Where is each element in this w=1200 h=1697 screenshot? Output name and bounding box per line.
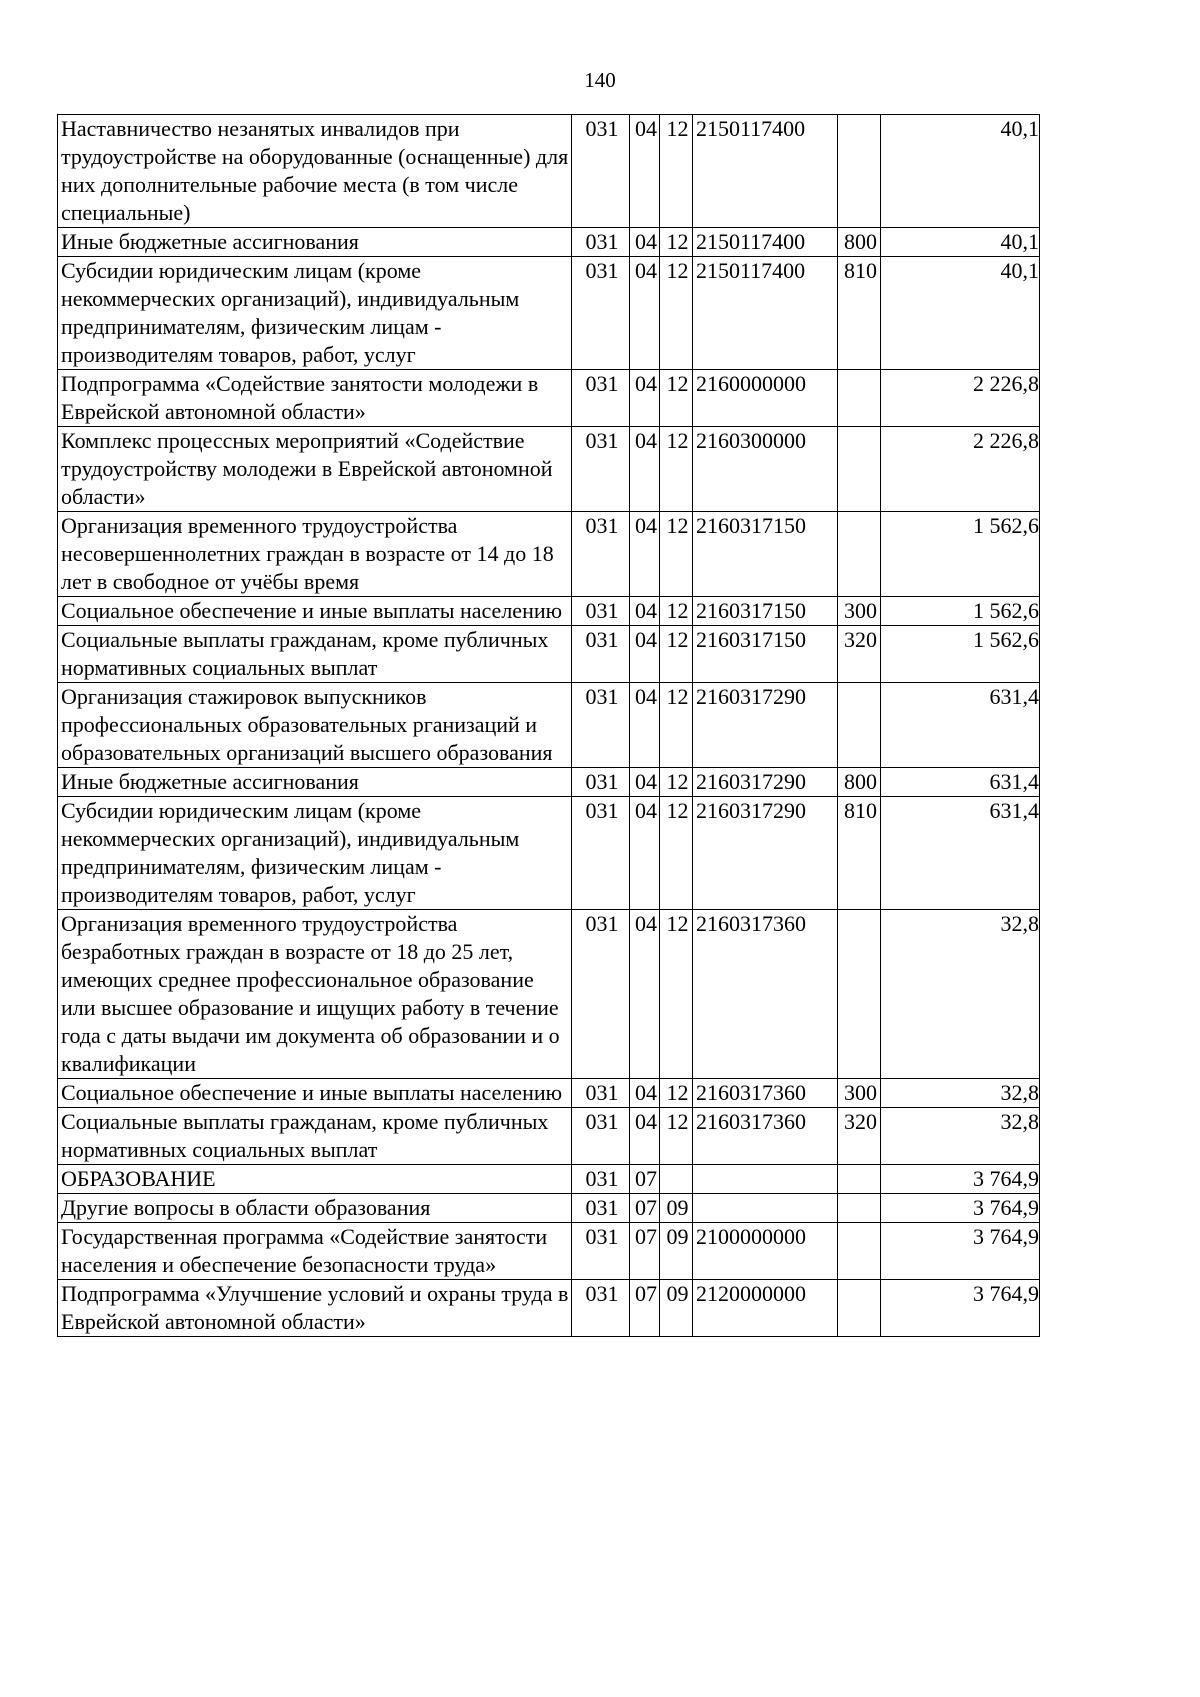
- row-name: Организация временного трудоустройства несовершеннолетних граждан в возрасте от 14 до 18 лет в свободное от учёбы время: [58, 512, 572, 597]
- row-grbs-code: 031: [572, 1223, 630, 1280]
- row-expense-type: 320: [838, 626, 881, 683]
- row-section-code: 04: [630, 910, 660, 1079]
- row-expense-type: [838, 1280, 881, 1337]
- table-row: [58, 1165, 1040, 1194]
- row-amount: 1 562,6: [881, 597, 1040, 626]
- row-subsection-code: 12: [660, 683, 693, 768]
- row-name: Подпрограмма «Содействие занятости молодежи в Еврейской автономной области»: [58, 370, 572, 427]
- row-subsection-code: 12: [660, 626, 693, 683]
- row-amount: 40,1: [881, 228, 1040, 257]
- row-target-article: 2160317150: [693, 626, 838, 683]
- row-target-article: 2160000000: [693, 370, 838, 427]
- row-expense-type: [838, 512, 881, 597]
- row-name: Другие вопросы в области образования: [58, 1194, 572, 1223]
- row-section-code: 04: [630, 626, 660, 683]
- table-row: [58, 797, 1040, 910]
- row-section-code: 04: [630, 115, 660, 228]
- row-section-code: 04: [630, 228, 660, 257]
- row-amount: 3 764,9: [881, 1223, 1040, 1280]
- row-subsection-code: 12: [660, 910, 693, 1079]
- row-target-article: 2160317290: [693, 797, 838, 910]
- row-amount: 631,4: [881, 683, 1040, 768]
- row-amount: 1 562,6: [881, 512, 1040, 597]
- row-grbs-code: 031: [572, 370, 630, 427]
- row-name: Организация стажировок выпускников профессиональных образовательных рганизаций и образовательных организаций высшего образования: [58, 683, 572, 768]
- row-expense-type: [838, 910, 881, 1079]
- row-expense-type: [838, 1194, 881, 1223]
- table-row: [58, 257, 1040, 370]
- row-grbs-code: 031: [572, 683, 630, 768]
- table-row: [58, 115, 1040, 228]
- row-target-article: 2100000000: [693, 1223, 838, 1280]
- row-target-article: 2150117400: [693, 228, 838, 257]
- row-target-article: 2160317150: [693, 597, 838, 626]
- row-expense-type: 800: [838, 228, 881, 257]
- row-amount: 40,1: [881, 115, 1040, 228]
- row-amount: 32,8: [881, 1108, 1040, 1165]
- row-grbs-code: 031: [572, 797, 630, 910]
- row-target-article: 2160317150: [693, 512, 838, 597]
- row-amount: 40,1: [881, 257, 1040, 370]
- row-target-article: 2150117400: [693, 115, 838, 228]
- row-name: Иные бюджетные ассигнования: [58, 768, 572, 797]
- row-section-code: 07: [630, 1280, 660, 1337]
- row-expense-type: [838, 427, 881, 512]
- row-name: Организация временного трудоустройства безработных граждан в возрасте от 18 до 25 лет, имеющих среднее профессиональное образование или высшее образование и ищущих работу в течение года с даты выдачи им документа об образовании и о квалификации: [58, 910, 572, 1079]
- row-grbs-code: 031: [572, 228, 630, 257]
- table-row: [58, 1194, 1040, 1223]
- table-row: [58, 228, 1040, 257]
- row-expense-type: [838, 1165, 881, 1194]
- table-row: [58, 626, 1040, 683]
- row-subsection-code: 12: [660, 797, 693, 910]
- row-name: Государственная программа «Содействие занятости населения и обеспечение безопасности труда»: [58, 1223, 572, 1280]
- budget-table-body: [58, 115, 1040, 1337]
- row-grbs-code: 031: [572, 626, 630, 683]
- row-section-code: 04: [630, 797, 660, 910]
- row-target-article: 2160317290: [693, 683, 838, 768]
- row-grbs-code: 031: [572, 1079, 630, 1108]
- row-section-code: 04: [630, 427, 660, 512]
- row-subsection-code: 12: [660, 115, 693, 228]
- row-name: Субсидии юридическим лицам (кроме некоммерческих организаций), индивидуальным предпринимателям, физическим лицам - производителям товаров, работ, услуг: [58, 797, 572, 910]
- table-row: [58, 1223, 1040, 1280]
- row-subsection-code: 12: [660, 370, 693, 427]
- row-amount: 3 764,9: [881, 1280, 1040, 1337]
- row-target-article: [693, 1165, 838, 1194]
- row-subsection-code: 12: [660, 257, 693, 370]
- row-grbs-code: 031: [572, 1194, 630, 1223]
- row-section-code: 07: [630, 1194, 660, 1223]
- row-target-article: 2160317360: [693, 1079, 838, 1108]
- row-amount: 2 226,8: [881, 427, 1040, 512]
- row-name: Наставничество незанятых инвалидов при трудоустройстве на оборудованные (оснащенные) для них дополнительные рабочие места (в том числе специальные): [58, 115, 572, 228]
- row-expense-type: [838, 115, 881, 228]
- row-name: Иные бюджетные ассигнования: [58, 228, 572, 257]
- row-section-code: 04: [630, 1108, 660, 1165]
- row-grbs-code: 031: [572, 1108, 630, 1165]
- row-grbs-code: 031: [572, 115, 630, 228]
- row-amount: 32,8: [881, 1079, 1040, 1108]
- row-section-code: 04: [630, 257, 660, 370]
- row-subsection-code: 12: [660, 597, 693, 626]
- row-section-code: 04: [630, 512, 660, 597]
- row-subsection-code: 12: [660, 512, 693, 597]
- row-section-code: 04: [630, 768, 660, 797]
- row-name: Субсидии юридическим лицам (кроме некоммерческих организаций), индивидуальным предпринимателям, физическим лицам - производителям товаров, работ, услуг: [58, 257, 572, 370]
- row-expense-type: 810: [838, 257, 881, 370]
- row-name: Подпрограмма «Улучшение условий и охраны труда в Еврейской автономной области»: [58, 1280, 572, 1337]
- row-target-article: 2160317360: [693, 1108, 838, 1165]
- table-row: [58, 427, 1040, 512]
- row-section-code: 07: [630, 1165, 660, 1194]
- row-name: Социальные выплаты гражданам, кроме публичных нормативных социальных выплат: [58, 1108, 572, 1165]
- table-row: [58, 1108, 1040, 1165]
- row-grbs-code: 031: [572, 257, 630, 370]
- table-row: [58, 512, 1040, 597]
- table-row: [58, 1079, 1040, 1108]
- row-grbs-code: 031: [572, 768, 630, 797]
- row-subsection-code: 12: [660, 768, 693, 797]
- row-target-article: 2150117400: [693, 257, 838, 370]
- row-section-code: 04: [630, 597, 660, 626]
- row-amount: 3 764,9: [881, 1165, 1040, 1194]
- row-amount: 631,4: [881, 797, 1040, 910]
- table-row: [58, 1280, 1040, 1337]
- row-name: Социальные выплаты гражданам, кроме публичных нормативных социальных выплат: [58, 626, 572, 683]
- row-subsection-code: 12: [660, 1108, 693, 1165]
- row-section-code: 04: [630, 370, 660, 427]
- row-target-article: 2120000000: [693, 1280, 838, 1337]
- row-grbs-code: 031: [572, 597, 630, 626]
- table-row: [58, 910, 1040, 1079]
- row-grbs-code: 031: [572, 910, 630, 1079]
- row-target-article: 2160317290: [693, 768, 838, 797]
- row-name: ОБРАЗОВАНИЕ: [58, 1165, 572, 1194]
- row-name: Социальное обеспечение и иные выплаты населению: [58, 1079, 572, 1108]
- page-number: 140: [584, 68, 616, 92]
- row-subsection-code: 12: [660, 1079, 693, 1108]
- row-amount: 631,4: [881, 768, 1040, 797]
- row-grbs-code: 031: [572, 427, 630, 512]
- table-row: [58, 597, 1040, 626]
- row-expense-type: 300: [838, 597, 881, 626]
- row-subsection-code: [660, 1165, 693, 1194]
- row-grbs-code: 031: [572, 1280, 630, 1337]
- row-name: Социальное обеспечение и иные выплаты населению: [58, 597, 572, 626]
- row-expense-type: 810: [838, 797, 881, 910]
- row-expense-type: 800: [838, 768, 881, 797]
- table-row: [58, 768, 1040, 797]
- row-target-article: [693, 1194, 838, 1223]
- table-row: [58, 370, 1040, 427]
- row-grbs-code: 031: [572, 512, 630, 597]
- row-target-article: 2160317360: [693, 910, 838, 1079]
- row-amount: 3 764,9: [881, 1194, 1040, 1223]
- table-row: [58, 683, 1040, 768]
- row-section-code: 04: [630, 1079, 660, 1108]
- row-section-code: 07: [630, 1223, 660, 1280]
- row-amount: 32,8: [881, 910, 1040, 1079]
- row-expense-type: [838, 1223, 881, 1280]
- row-subsection-code: 09: [660, 1280, 693, 1337]
- row-expense-type: 300: [838, 1079, 881, 1108]
- row-amount: 1 562,6: [881, 626, 1040, 683]
- budget-table: [57, 114, 1040, 1337]
- row-expense-type: [838, 370, 881, 427]
- row-section-code: 04: [630, 683, 660, 768]
- row-name: Комплекс процессных мероприятий «Содействие трудоустройству молодежи в Еврейской автономной области»: [58, 427, 572, 512]
- row-expense-type: 320: [838, 1108, 881, 1165]
- row-subsection-code: 12: [660, 427, 693, 512]
- row-grbs-code: 031: [572, 1165, 630, 1194]
- row-amount: 2 226,8: [881, 370, 1040, 427]
- row-subsection-code: 09: [660, 1223, 693, 1280]
- row-expense-type: [838, 683, 881, 768]
- row-subsection-code: 09: [660, 1194, 693, 1223]
- row-target-article: 2160300000: [693, 427, 838, 512]
- row-subsection-code: 12: [660, 228, 693, 257]
